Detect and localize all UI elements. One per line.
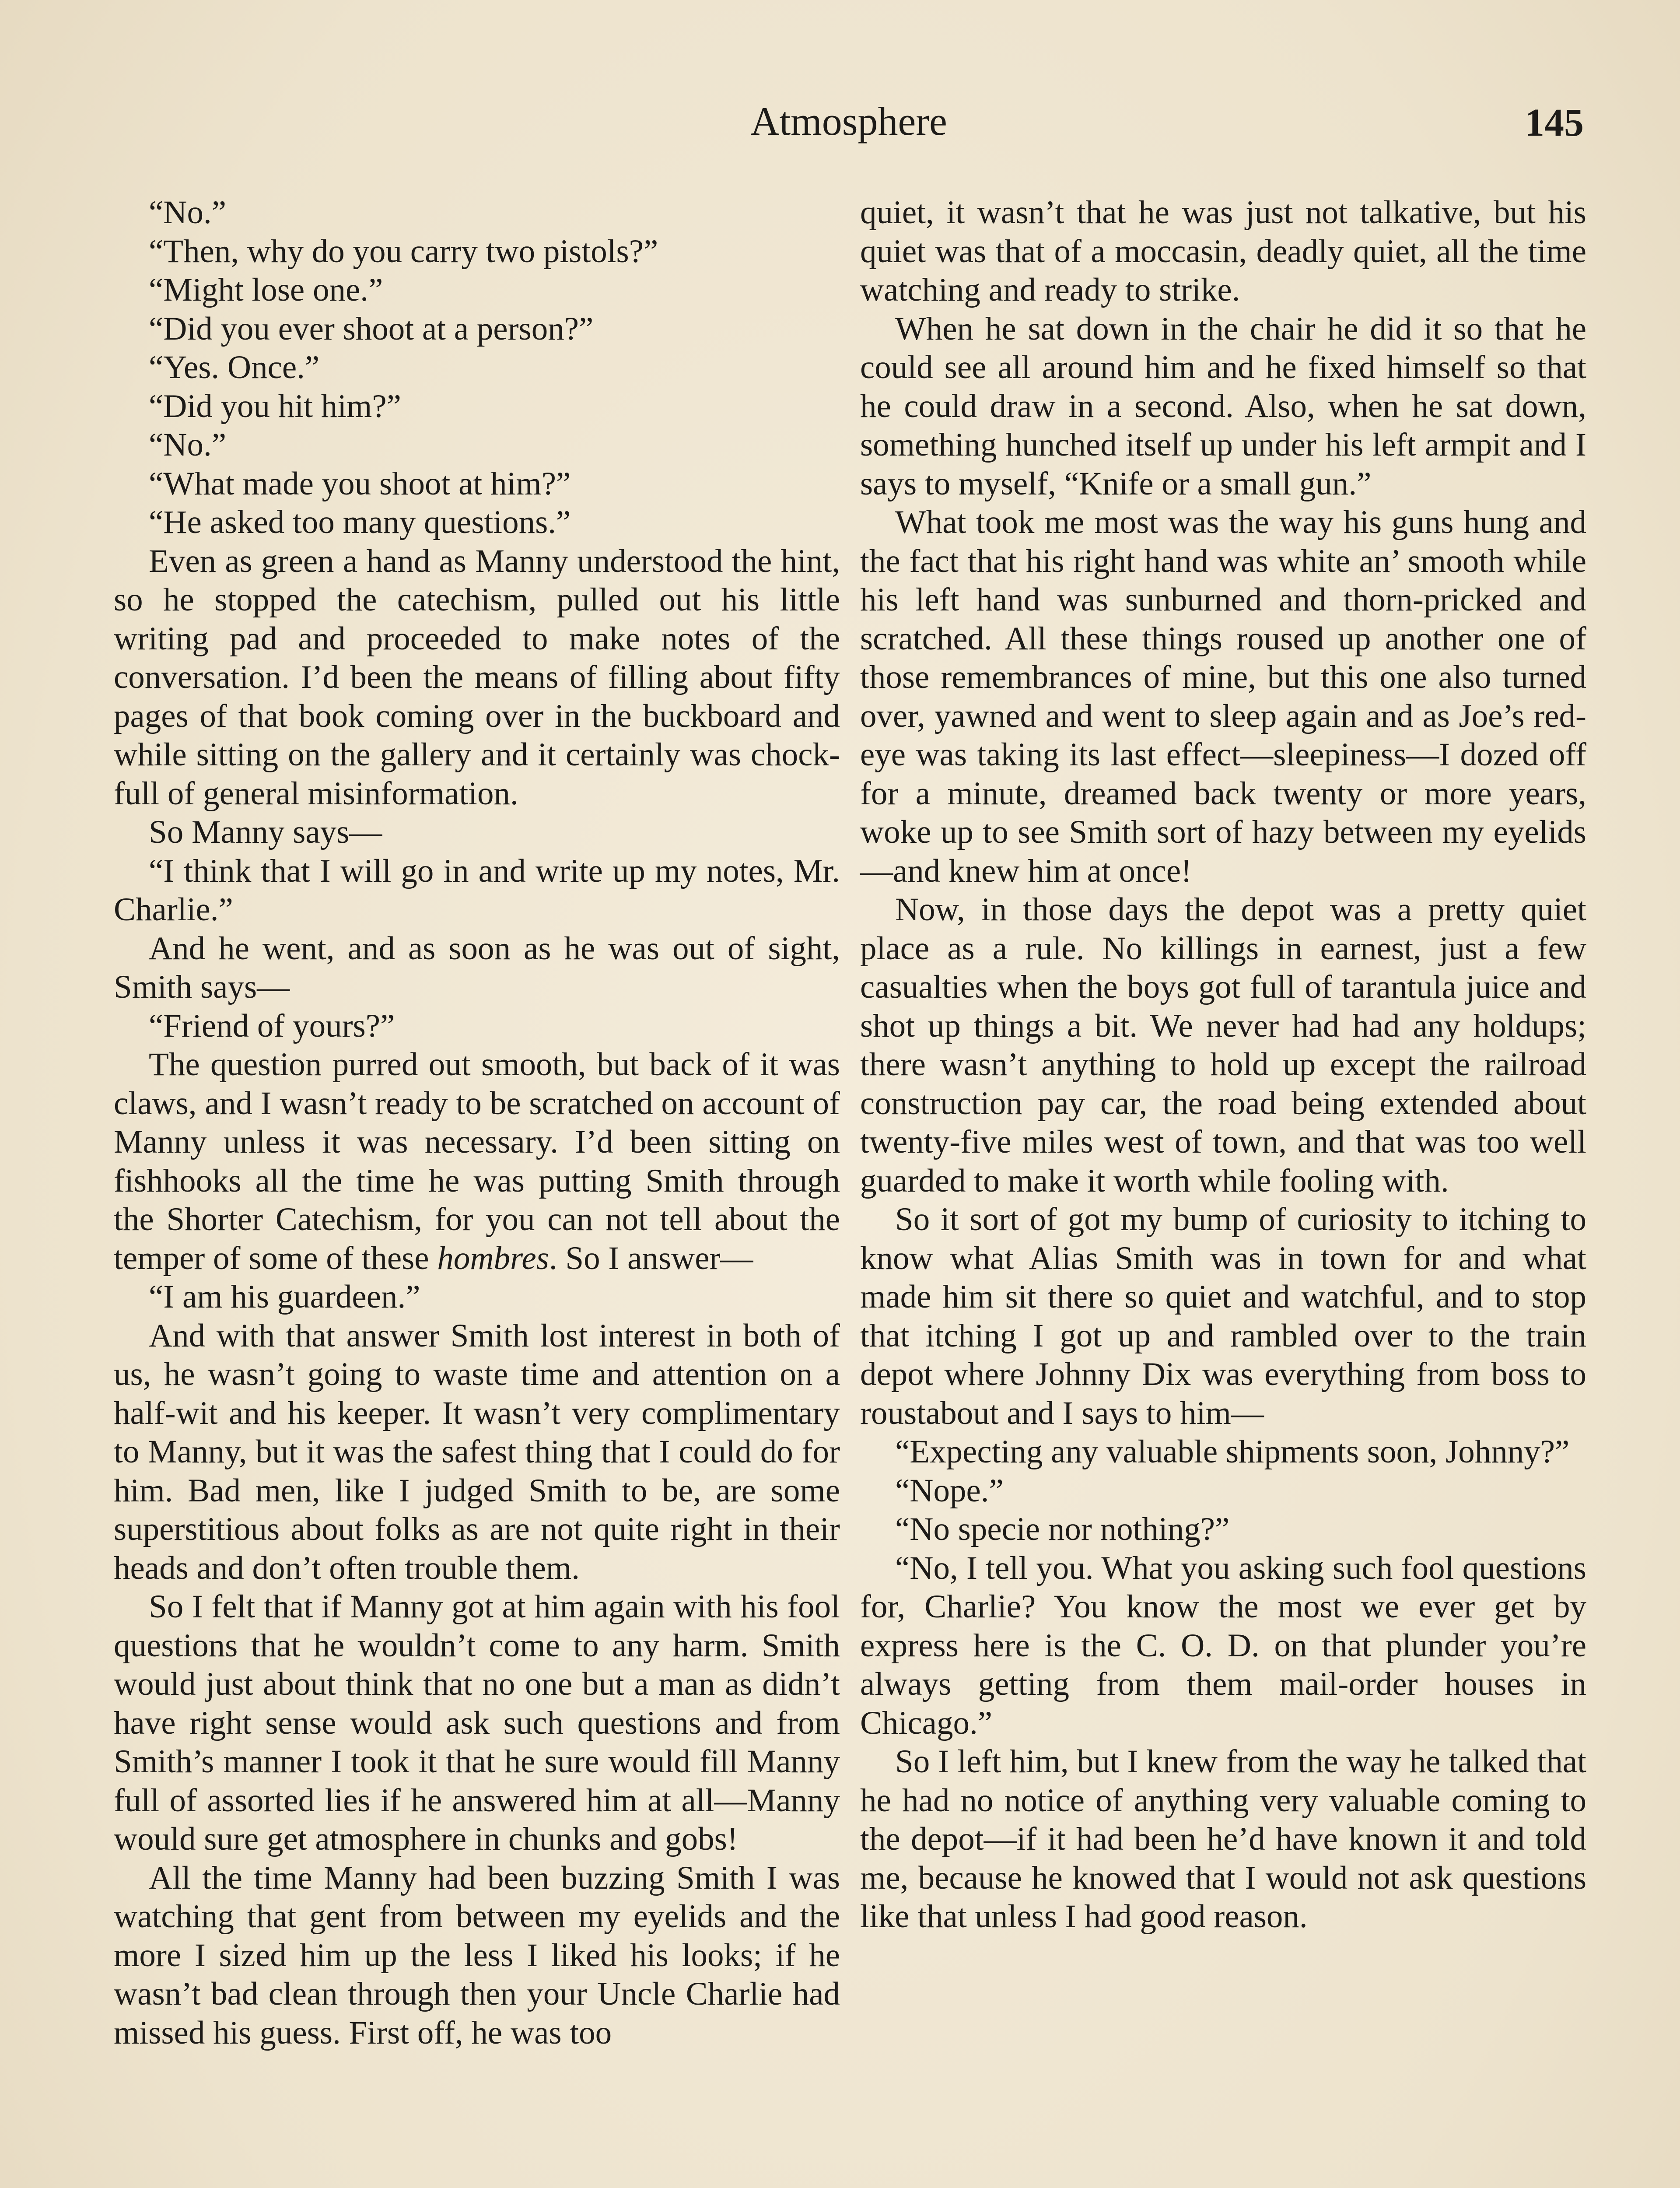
paragraph: So it sort of got my bump of curiosity to itching to know what Alias Smith was in town for and what made him sit there so quiet and watchful, and to stop that itching I got up and rambled over to the train depot where Johnny Dix was everything from boss to roustabout and I says to him— — [860, 1201, 1586, 1431]
paragraph: And with that answer Smith lost interest in both of us, he wasn’t going to waste time and attention on a half-wit and his keeper. It wasn’t very complimentary to Manny, but it was the safest thing that I could do for him. Bad men, like I judged Smith to be, are some superstitious about folks as are not quite right in their heads and don’t often trouble them. — [114, 1317, 840, 1586]
paragraph: “Expecting any valuable shipments soon, Johnny?” — [895, 1434, 1570, 1470]
running-title: Atmosphere — [750, 99, 947, 144]
paragraph: The question purred out smooth, but back of it was claws, and I wasn’t ready to be scratched on account of Manny unless it was necessary. I’d been sitting on fishhooks all the time he was putting Smith through the Shorter Catechism, for you can not tell about the temper of some of these hombres. So I answer— — [114, 1046, 840, 1276]
paragraph: “No.” — [149, 194, 226, 231]
paragraph: “I am his guardeen.” — [149, 1279, 420, 1315]
paragraph: “No specie nor nothing?” — [895, 1511, 1230, 1547]
paragraph: “No, I tell you. What you asking such fool questions for, Charlie? You know the most we ever get by express here is the C. O. D. on that plunder you’re always getting from them mail-order houses in Chicago.” — [860, 1550, 1586, 1741]
paragraph: When he sat down in the chair he did it so that he could see all around him and he fixed himself so that he could draw in a second. Also, when he sat down, something hunched itself up under his left armpit and I says to myself, “Knife or a small gun.” — [860, 310, 1586, 502]
paragraph: “He asked too many questions.” — [149, 504, 571, 540]
paragraph: So Manny says— — [149, 814, 382, 850]
page-number: 145 — [1525, 101, 1584, 144]
paragraph: “Yes. Once.” — [149, 349, 320, 386]
paragraph: So I left him, but I knew from the way he talked that he had no notice of anything very valuable coming to the depot—if it had been he’d have known it and told me, because he knowed that I would not ask questions like that unless I had good reason. — [860, 1743, 1586, 1935]
paragraph: “I think that I will go in and write up my notes, Mr. Charlie.” — [114, 852, 840, 928]
paragraph: “Nope.” — [895, 1472, 1004, 1509]
left-text-column — [114, 193, 840, 2052]
paragraph: Even as green a hand as Manny understood the hint, so he stopped the catechism, pulled out his little writing pad and proceeded to make notes of the conversation. I’d been the means of filling about fifty pages of that book coming over in the buckboard and while sitting on the gallery and it certainly was chock-full of general misinformation. — [114, 543, 840, 812]
paragraph: What took me most was the way his guns hung and the fact that his right hand was white an’ smooth while his left hand was sunburned and thorn-pricked and scratched. All these things roused up another one of those remembrances of mine, but this one also turned over, yawned and went to sleep again and as Joe’s red-eye was taking its last effect—sleepiness—I dozed off for a minute, dreamed back twenty or more years, woke up to see Smith sort of hazy between my eyelids—and knew him at once! — [860, 504, 1586, 889]
paragraph: All the time Manny had been buzzing Smith I was watching that gent from between my eyelids and the more I sized him up the less I liked his looks; if he wasn’t bad clean through then your Uncle Charlie had missed his guess. First off, he was too — [114, 1859, 840, 2051]
paragraph: “Friend of yours?” — [149, 1007, 395, 1044]
paragraph: “No.” — [149, 427, 226, 463]
paragraph: And he went, and as soon as he was out of sight, Smith says— — [114, 930, 840, 1005]
right-text-column — [860, 193, 1586, 1936]
paragraph: So I felt that if Manny got at him again with his fool questions that he wouldn’t come to any harm. Smith would just about think that no one but a man as didn’t have right sense would ask such questions and from Smith’s manner I took it that he sure would fill Manny full of assorted lies if he answered him at all—Manny would sure get atmosphere in chunks and gobs! — [114, 1588, 840, 1857]
paragraph: “Did you ever shoot at a person?” — [149, 310, 594, 347]
paragraph: “Might lose one.” — [149, 272, 383, 308]
paragraph: “What made you shoot at him?” — [149, 465, 571, 502]
paragraph: Now, in those days the depot was a pretty quiet place as a rule. No killings in earnest, just a few casualties when the boys got full of tarantula juice and shot up things a bit. We never had had any holdups; there wasn’t anything to hold up except the railroad construction pay car, the road being extended about twenty-five miles west of town, and that was too well guarded to make it worth while fooling with. — [860, 891, 1586, 1199]
paragraph: quiet, it wasn’t that he was just not talkative, but his quiet was that of a moccasin, deadly quiet, all the time watching and ready to strike. — [860, 194, 1586, 308]
paragraph: “Did you hit him?” — [149, 388, 401, 424]
running-head — [0, 97, 1680, 145]
paragraph: “Then, why do you carry two pistols?” — [149, 233, 658, 270]
